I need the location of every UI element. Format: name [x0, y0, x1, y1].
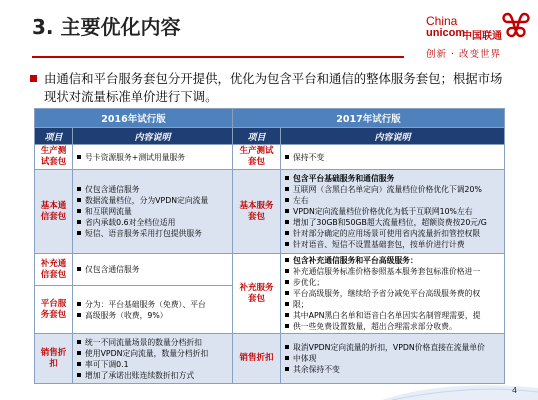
desc-line — [76, 359, 229, 370]
desc-line — [76, 195, 229, 206]
desc-text: 统一不同流量场景的数量分档折扣 — [85, 337, 202, 347]
item-2017: 生产测试套包 — [233, 145, 281, 170]
col-item-2017: 项目 — [233, 128, 281, 145]
desc-line — [76, 264, 229, 275]
bullet-icon — [285, 356, 289, 360]
desc-line — [284, 342, 501, 353]
title-underline — [32, 56, 404, 58]
desc-line — [284, 255, 501, 266]
desc-text: 限； — [293, 300, 309, 309]
bullet-icon — [285, 302, 289, 306]
bullet-icon — [77, 187, 81, 191]
desc-text: 针对部分确定的应用场景可使用省内流量折扣管控权限 — [293, 229, 481, 238]
table-row — [35, 145, 505, 170]
bullet-icon — [285, 367, 289, 371]
bullet-icon — [285, 258, 289, 262]
table-row — [35, 170, 505, 254]
col-desc-2016: 内容说明 — [73, 128, 233, 145]
desc-line — [76, 217, 229, 228]
bullet-icon — [77, 373, 81, 377]
desc-text: 号卡资源服务+测试用量服务 — [85, 152, 186, 162]
bullet-icon — [285, 220, 289, 224]
desc-text: 包含补充通信服务和平台高级服务： — [293, 256, 418, 265]
logo-text-china: China — [426, 14, 458, 28]
table-row — [35, 254, 505, 286]
desc-line — [284, 299, 501, 310]
bullet-icon — [285, 280, 289, 284]
bullet-icon — [77, 231, 81, 235]
desc-text: 其中APN黑白名单和语音白名单因实名制管理需要，提 — [293, 311, 481, 320]
bullet-icon — [77, 209, 81, 213]
logo-text-cn: 中国联通 — [462, 31, 502, 42]
bullet-icon — [285, 291, 289, 295]
desc-text: 仅包含通信服务 — [85, 185, 140, 194]
desc-text: 取消VPDN定向流量的折扣，VPDN价格直接在流量单价 — [293, 343, 485, 352]
bullet-icon — [285, 313, 289, 317]
desc-line — [284, 321, 501, 332]
bullet-icon — [285, 187, 289, 191]
desc-text: 保持不变 — [293, 152, 325, 162]
unicom-knot-icon — [498, 10, 534, 40]
desc-line — [76, 299, 229, 310]
desc-text: 左右 — [293, 196, 309, 205]
desc-line — [76, 348, 229, 359]
bullet-icon — [285, 176, 289, 180]
table-row — [35, 334, 505, 384]
bullet-icon — [77, 351, 81, 355]
desc-text: 率可下调0.1 — [85, 359, 129, 369]
bullet-icon — [285, 242, 289, 246]
desc-text: 平台高级服务，继续给予省分减免平台高级服务费的权 — [293, 289, 481, 298]
desc-text: 省内承载0.6对全档位适用 — [85, 218, 176, 227]
col-desc-2017: 内容说明 — [281, 128, 505, 145]
bullet-icon — [285, 155, 289, 159]
desc-line — [76, 206, 229, 217]
col-item-2016: 项目 — [35, 128, 73, 145]
bullet-icon — [77, 302, 81, 306]
desc-line — [284, 173, 501, 184]
bullet-icon — [285, 345, 289, 349]
desc-2017 — [281, 254, 505, 334]
desc-2016 — [73, 254, 233, 286]
desc-line — [284, 239, 501, 250]
desc-2016 — [73, 145, 233, 170]
comparison-table — [34, 108, 505, 384]
desc-text: 其余保持不变 — [293, 365, 340, 374]
desc-2016 — [73, 286, 233, 334]
desc-2016 — [73, 170, 233, 254]
desc-text: 增加了30GB和50GB超大流量档位，超额资费按20元/G — [293, 218, 487, 227]
bullet-icon — [77, 362, 81, 366]
desc-text: 分为：平台基础服务（免费）、平台 — [85, 299, 206, 309]
bullet-icon — [77, 340, 81, 344]
bullet-icon — [285, 209, 289, 213]
desc-line — [284, 277, 501, 288]
desc-line — [284, 288, 501, 299]
bullet-square-icon — [30, 75, 37, 82]
item-2017: 销售折扣 — [233, 334, 281, 384]
logo-text-unicom: unicom — [426, 27, 466, 39]
desc-line — [76, 310, 229, 321]
desc-line — [76, 370, 229, 381]
bullet-icon — [285, 269, 289, 273]
desc-line — [284, 184, 501, 195]
desc-text: 和互联网流量 — [85, 207, 132, 216]
desc-line — [76, 152, 229, 163]
desc-line — [76, 228, 229, 239]
desc-text: 短信、语音服务采用打包提供服务 — [85, 229, 202, 238]
header-2016: 2016年试行版 — [35, 109, 233, 128]
bullet-icon — [77, 313, 81, 317]
bullet-icon — [77, 267, 81, 271]
item-2016: 平台服务套包 — [35, 286, 73, 334]
desc-line — [284, 353, 501, 364]
desc-text: 步优化； — [293, 278, 325, 287]
desc-text: 供一些免费设置数量，超出合理需求部分收费。 — [293, 322, 457, 331]
item-2016: 补充通信套包 — [35, 254, 73, 286]
desc-2017 — [281, 334, 505, 384]
slide-title: 3. 主要优化内容 — [32, 15, 181, 39]
desc-text: 仅包含通信服务 — [85, 265, 140, 275]
item-2016: 生产测试套包 — [35, 145, 73, 170]
bullet-icon — [77, 198, 81, 202]
desc-line — [284, 310, 501, 321]
bullet-icon — [285, 198, 289, 202]
desc-text: 高级服务（收费，9%） — [85, 310, 168, 320]
page-number: 4 — [512, 386, 518, 395]
item-2016: 基本通信套包 — [35, 170, 73, 254]
desc-line — [76, 337, 229, 348]
desc-line — [284, 266, 501, 277]
desc-text: 数据流量档位，分为VPDN定向流量 — [85, 196, 209, 205]
summary-text: 由通信和平台服务套包分开提供，优化为包含平台和通信的整体服务套包；根据市场现状对流量标准单价进行下调。 — [44, 71, 503, 104]
item-2016: 销售折扣 — [35, 334, 73, 384]
bullet-icon — [77, 155, 81, 159]
china-unicom-logo — [426, 8, 534, 66]
logo-slogan: 创新 · 改变世界 — [426, 49, 502, 60]
header-2017: 2017年试行版 — [233, 109, 505, 128]
bullet-icon — [285, 231, 289, 235]
desc-text: VPDN定向流量档位价格优化为低于互联网10%左右 — [293, 207, 473, 216]
desc-line — [284, 195, 501, 206]
desc-line — [284, 364, 501, 375]
desc-text: 针对语音、短信不设置基础套包，按单价进行计费 — [293, 240, 465, 249]
desc-2017 — [281, 145, 505, 170]
item-2017: 补充服务套包 — [233, 254, 281, 334]
desc-2017 — [281, 170, 505, 254]
desc-2016 — [73, 334, 233, 384]
desc-line — [284, 228, 501, 239]
desc-text: 补充通信服务标准价格参照基本服务套包标准价格进一 — [293, 267, 481, 276]
desc-text: 中体现 — [293, 354, 317, 363]
desc-text: 使用VPDN定向流量，数量分档折扣 — [85, 348, 209, 358]
desc-line — [76, 184, 229, 195]
desc-line — [284, 152, 501, 163]
item-2017: 基本服务套包 — [233, 170, 281, 254]
desc-text: 增加了承诺出账连续数折扣方式 — [85, 370, 195, 380]
desc-text: 包含平台基础服务和通信服务 — [293, 174, 395, 183]
bullet-icon — [77, 220, 81, 224]
desc-text: 互联网（含黑白名单定向）流量档位价格优化下调20% — [293, 185, 482, 194]
desc-line — [284, 217, 501, 228]
desc-line — [284, 206, 501, 217]
bullet-icon — [285, 324, 289, 328]
